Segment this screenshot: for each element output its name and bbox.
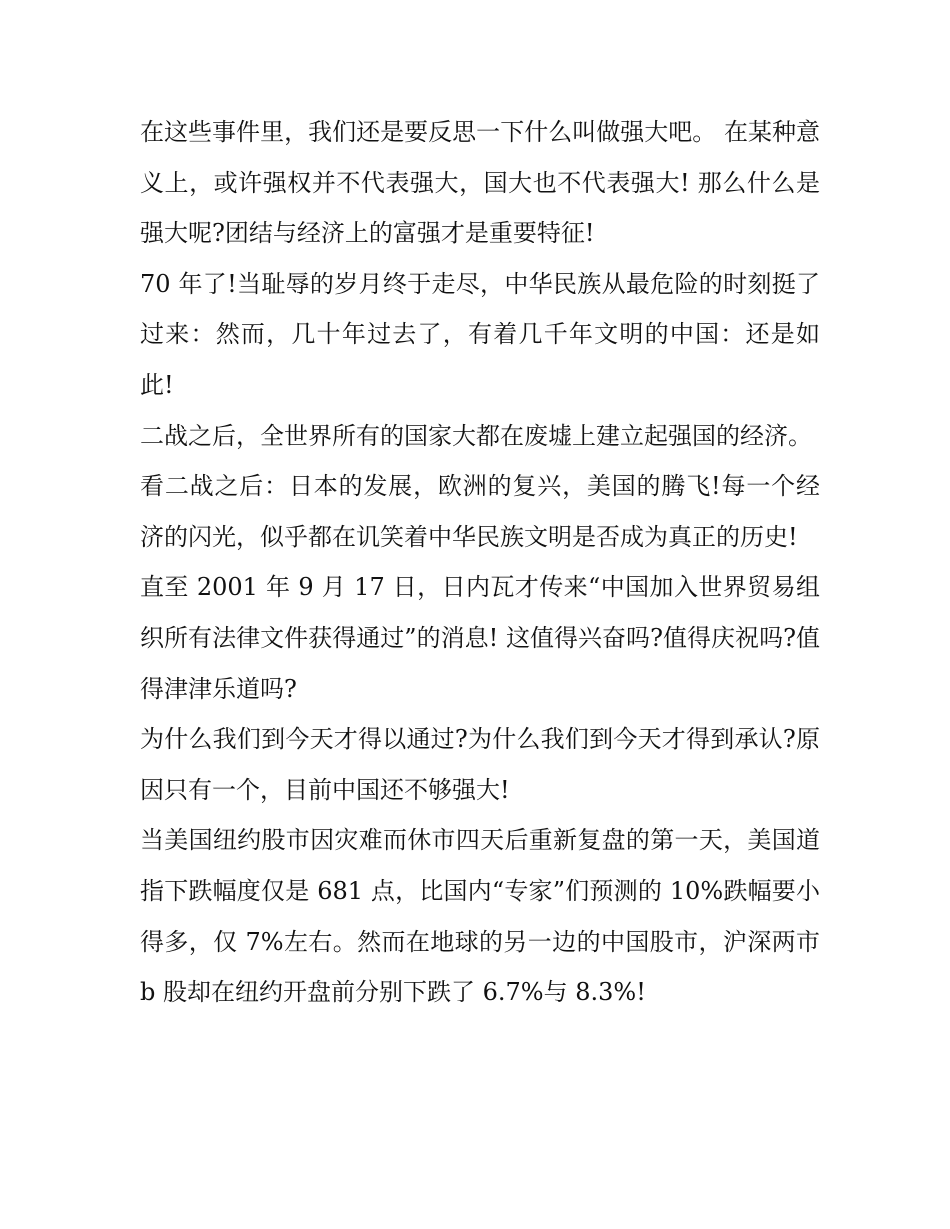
document-page [140,107,820,1018]
paragraph-4: 看二战之后：日本的发展，欧洲的复兴，美国的腾飞!每一个经济的闪光，似乎都在讥笑着中华民族文明是否成为真正的历史! [140,472,820,551]
paragraph-2: 70 年了!当耻辱的岁月终于走尽，中华民族从最危险的时刻挺了过来：然而，几十年过去了，有着几千年文明的中国：还是如此! [140,269,820,399]
paragraph-5: 直至 2001 年 9 月 17 日，日内瓦才传来“中国加入世界贸易组织所有法律文件获得通过”的消息! 这值得兴奋吗?值得庆祝吗?值得津津乐道吗? [140,573,820,703]
paragraph-7: 当美国纽约股市因灾难而休市四天后重新复盘的第一天，美国道指下跌幅度仅是 681 点，比国内“专家”们预测的 10%跌幅要小得多，仅 7%左右。然而在地球的另一边的中国股市，沪深两市 b 股却在纽约开盘前分别下跌了 6.7%与 8.3%! [140,826,820,1007]
paragraph-6: 为什么我们到今天才得以通过?为什么我们到今天才得到承认?原因只有一个，目前中国还不够强大! [140,725,820,804]
paragraph-3: 二战之后，全世界所有的国家大都在废墟上建立起强国的经济。 [140,421,812,450]
paragraph-1: 在这些事件里，我们还是要反思一下什么叫做强大吧。 在某种意义上，或许强权并不代表强大，国大也不代表强大! 那么什么是强大呢?团结与经济上的富强才是重要特征! [140,118,820,248]
